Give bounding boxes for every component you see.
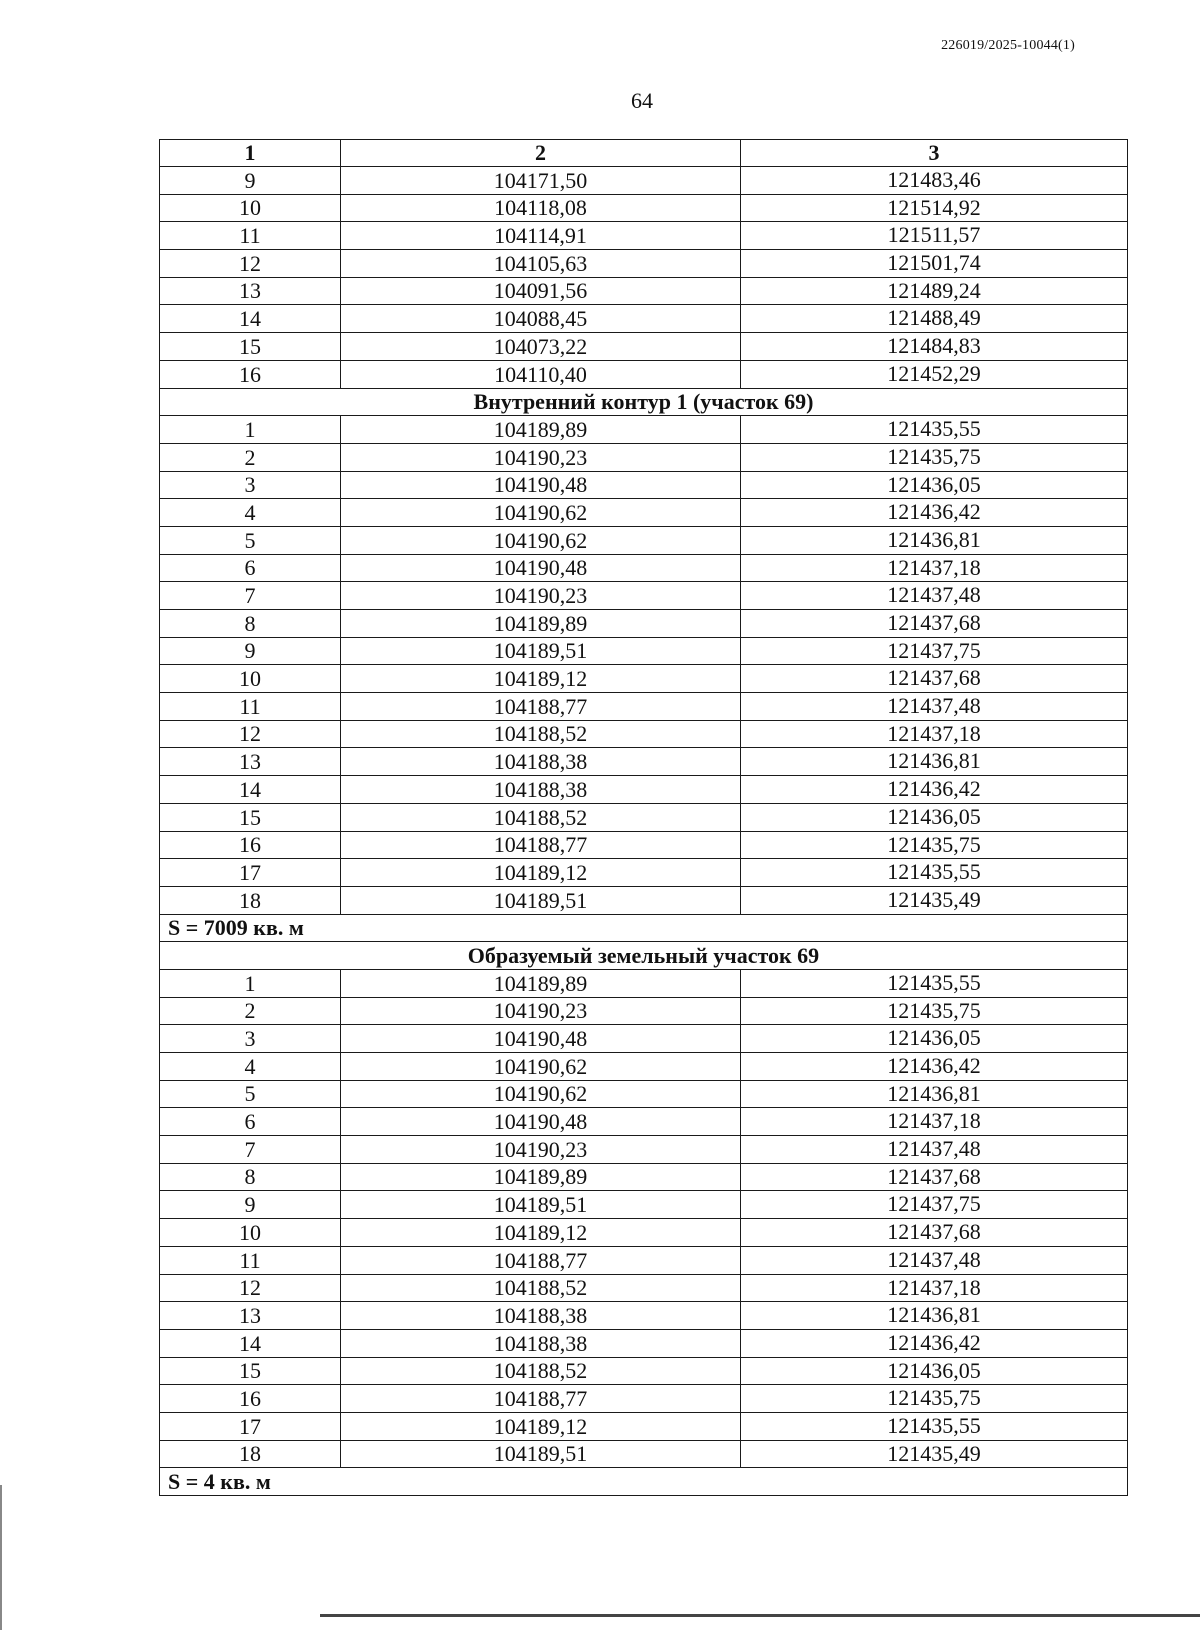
point-number-cell: 5 bbox=[160, 526, 341, 554]
section-title: Образуемый земельный участок 69 bbox=[160, 942, 1128, 970]
y-coordinate-cell: 121437,68 bbox=[741, 665, 1128, 693]
point-number-cell: 13 bbox=[160, 748, 341, 776]
table-row bbox=[160, 1440, 1128, 1468]
x-coordinate-cell: 104190,23 bbox=[341, 1136, 741, 1164]
point-number-cell: 11 bbox=[160, 693, 341, 721]
table-row bbox=[160, 1274, 1128, 1302]
point-number-cell: 10 bbox=[160, 665, 341, 693]
x-coordinate-cell: 104190,62 bbox=[341, 1053, 741, 1081]
y-coordinate-cell: 121514,92 bbox=[741, 194, 1128, 222]
table-row bbox=[160, 886, 1128, 914]
x-coordinate-cell: 104190,62 bbox=[341, 526, 741, 554]
point-number-cell: 3 bbox=[160, 471, 341, 499]
y-coordinate-cell: 121437,48 bbox=[741, 693, 1128, 721]
area-row bbox=[160, 914, 1128, 942]
x-coordinate-cell: 104189,89 bbox=[341, 1163, 741, 1191]
y-coordinate-cell: 121484,83 bbox=[741, 333, 1128, 361]
y-coordinate-cell: 121437,48 bbox=[741, 1246, 1128, 1274]
point-number-cell: 15 bbox=[160, 803, 341, 831]
x-coordinate-cell: 104189,51 bbox=[341, 1191, 741, 1219]
point-number-cell: 5 bbox=[160, 1080, 341, 1108]
table-row bbox=[160, 720, 1128, 748]
table-row bbox=[160, 637, 1128, 665]
y-coordinate-cell: 121435,75 bbox=[741, 831, 1128, 859]
y-coordinate-cell: 121436,42 bbox=[741, 776, 1128, 804]
y-coordinate-cell: 121436,42 bbox=[741, 1329, 1128, 1357]
x-coordinate-cell: 104188,77 bbox=[341, 831, 741, 859]
x-coordinate-cell: 104190,48 bbox=[341, 1108, 741, 1136]
point-number-cell: 1 bbox=[160, 969, 341, 997]
y-coordinate-cell: 121435,55 bbox=[741, 416, 1128, 444]
y-coordinate-cell: 121435,75 bbox=[741, 443, 1128, 471]
x-coordinate-cell: 104188,77 bbox=[341, 693, 741, 721]
point-number-cell: 14 bbox=[160, 1329, 341, 1357]
y-coordinate-cell: 121501,74 bbox=[741, 250, 1128, 278]
table-row bbox=[160, 1246, 1128, 1274]
y-coordinate-cell: 121435,55 bbox=[741, 1412, 1128, 1440]
table-row bbox=[160, 499, 1128, 527]
table-row bbox=[160, 1163, 1128, 1191]
y-coordinate-cell: 121435,75 bbox=[741, 997, 1128, 1025]
x-coordinate-cell: 104188,77 bbox=[341, 1385, 741, 1413]
x-coordinate-cell: 104188,52 bbox=[341, 1274, 741, 1302]
point-number-cell: 2 bbox=[160, 997, 341, 1025]
y-coordinate-cell: 121436,42 bbox=[741, 1053, 1128, 1081]
y-coordinate-cell: 121436,05 bbox=[741, 1357, 1128, 1385]
table-row bbox=[160, 443, 1128, 471]
page-number: 64 bbox=[631, 88, 653, 113]
x-coordinate-cell: 104188,38 bbox=[341, 776, 741, 804]
y-coordinate-cell: 121436,81 bbox=[741, 1302, 1128, 1330]
table-row bbox=[160, 305, 1128, 333]
table-row bbox=[160, 997, 1128, 1025]
point-number-cell: 4 bbox=[160, 499, 341, 527]
table-row bbox=[160, 1385, 1128, 1413]
y-coordinate-cell: 121452,29 bbox=[741, 360, 1128, 388]
y-coordinate-cell: 121437,48 bbox=[741, 1136, 1128, 1164]
table-row bbox=[160, 1357, 1128, 1385]
x-coordinate-cell: 104188,38 bbox=[341, 748, 741, 776]
table-row bbox=[160, 582, 1128, 610]
point-number-cell: 6 bbox=[160, 554, 341, 582]
y-coordinate-cell: 121437,48 bbox=[741, 582, 1128, 610]
y-coordinate-cell: 121437,18 bbox=[741, 720, 1128, 748]
point-number-cell: 18 bbox=[160, 886, 341, 914]
point-number-cell: 8 bbox=[160, 1163, 341, 1191]
y-coordinate-cell: 121435,75 bbox=[741, 1385, 1128, 1413]
y-coordinate-cell: 121435,49 bbox=[741, 886, 1128, 914]
table-row bbox=[160, 526, 1128, 554]
point-number-cell: 16 bbox=[160, 360, 341, 388]
point-number-cell: 10 bbox=[160, 194, 341, 222]
point-number-cell: 16 bbox=[160, 831, 341, 859]
table-row bbox=[160, 693, 1128, 721]
y-coordinate-cell: 121488,49 bbox=[741, 305, 1128, 333]
x-coordinate-cell: 104188,52 bbox=[341, 720, 741, 748]
y-coordinate-cell: 121436,05 bbox=[741, 803, 1128, 831]
x-coordinate-cell: 104189,12 bbox=[341, 665, 741, 693]
y-coordinate-cell: 121437,68 bbox=[741, 610, 1128, 638]
x-coordinate-cell: 104118,08 bbox=[341, 194, 741, 222]
point-number-cell: 11 bbox=[160, 1246, 341, 1274]
point-number-cell: 17 bbox=[160, 1412, 341, 1440]
y-coordinate-cell: 121437,68 bbox=[741, 1219, 1128, 1247]
table-header-row bbox=[160, 140, 1128, 167]
table-row bbox=[160, 776, 1128, 804]
table-row bbox=[160, 167, 1128, 195]
y-coordinate-cell: 121437,18 bbox=[741, 1274, 1128, 1302]
x-coordinate-cell: 104188,52 bbox=[341, 803, 741, 831]
table-row bbox=[160, 333, 1128, 361]
table-row bbox=[160, 859, 1128, 887]
table-row bbox=[160, 1053, 1128, 1081]
y-coordinate-cell: 121435,55 bbox=[741, 969, 1128, 997]
table-row bbox=[160, 222, 1128, 250]
point-number-cell: 15 bbox=[160, 1357, 341, 1385]
x-coordinate-cell: 104189,89 bbox=[341, 416, 741, 444]
point-number-cell: 13 bbox=[160, 1302, 341, 1330]
y-coordinate-cell: 121483,46 bbox=[741, 167, 1128, 195]
x-coordinate-cell: 104190,48 bbox=[341, 471, 741, 499]
point-number-cell: 18 bbox=[160, 1440, 341, 1468]
x-coordinate-cell: 104189,51 bbox=[341, 886, 741, 914]
x-coordinate-cell: 104171,50 bbox=[341, 167, 741, 195]
x-coordinate-cell: 104188,52 bbox=[341, 1357, 741, 1385]
x-coordinate-cell: 104189,12 bbox=[341, 859, 741, 887]
table-row bbox=[160, 1219, 1128, 1247]
x-coordinate-cell: 104189,12 bbox=[341, 1219, 741, 1247]
table-row bbox=[160, 1412, 1128, 1440]
header-cell-x: 2 bbox=[341, 140, 741, 167]
y-coordinate-cell: 121437,18 bbox=[741, 554, 1128, 582]
y-coordinate-cell: 121436,42 bbox=[741, 499, 1128, 527]
point-number-cell: 14 bbox=[160, 776, 341, 804]
point-number-cell: 15 bbox=[160, 333, 341, 361]
point-number-cell: 17 bbox=[160, 859, 341, 887]
x-coordinate-cell: 104189,12 bbox=[341, 1412, 741, 1440]
x-coordinate-cell: 104188,77 bbox=[341, 1246, 741, 1274]
y-coordinate-cell: 121437,75 bbox=[741, 637, 1128, 665]
x-coordinate-cell: 104088,45 bbox=[341, 305, 741, 333]
x-coordinate-cell: 104110,40 bbox=[341, 360, 741, 388]
table-row bbox=[160, 1136, 1128, 1164]
table-row bbox=[160, 416, 1128, 444]
x-coordinate-cell: 104190,48 bbox=[341, 554, 741, 582]
x-coordinate-cell: 104188,38 bbox=[341, 1329, 741, 1357]
x-coordinate-cell: 104190,23 bbox=[341, 443, 741, 471]
x-coordinate-cell: 104189,51 bbox=[341, 637, 741, 665]
y-coordinate-cell: 121511,57 bbox=[741, 222, 1128, 250]
x-coordinate-cell: 104188,38 bbox=[341, 1302, 741, 1330]
x-coordinate-cell: 104189,51 bbox=[341, 1440, 741, 1468]
point-number-cell: 16 bbox=[160, 1385, 341, 1413]
x-coordinate-cell: 104190,62 bbox=[341, 499, 741, 527]
x-coordinate-cell: 104190,23 bbox=[341, 997, 741, 1025]
point-number-cell: 13 bbox=[160, 277, 341, 305]
table-row bbox=[160, 1302, 1128, 1330]
table-row bbox=[160, 250, 1128, 278]
x-coordinate-cell: 104114,91 bbox=[341, 222, 741, 250]
section-title-row bbox=[160, 388, 1128, 416]
x-coordinate-cell: 104189,89 bbox=[341, 969, 741, 997]
point-number-cell: 9 bbox=[160, 637, 341, 665]
x-coordinate-cell: 104105,63 bbox=[341, 250, 741, 278]
y-coordinate-cell: 121436,05 bbox=[741, 1025, 1128, 1053]
y-coordinate-cell: 121437,75 bbox=[741, 1191, 1128, 1219]
y-coordinate-cell: 121489,24 bbox=[741, 277, 1128, 305]
section-title-row bbox=[160, 942, 1128, 970]
point-number-cell: 7 bbox=[160, 1136, 341, 1164]
table-row bbox=[160, 194, 1128, 222]
table-row bbox=[160, 1329, 1128, 1357]
point-number-cell: 8 bbox=[160, 610, 341, 638]
y-coordinate-cell: 121436,81 bbox=[741, 748, 1128, 776]
point-number-cell: 12 bbox=[160, 1274, 341, 1302]
point-number-cell: 1 bbox=[160, 416, 341, 444]
point-number-cell: 9 bbox=[160, 167, 341, 195]
coordinates-table bbox=[159, 139, 1128, 1496]
table-row bbox=[160, 831, 1128, 859]
x-coordinate-cell: 104091,56 bbox=[341, 277, 741, 305]
y-coordinate-cell: 121435,55 bbox=[741, 859, 1128, 887]
area-value: S = 4 кв. м bbox=[160, 1468, 1128, 1496]
x-coordinate-cell: 104190,48 bbox=[341, 1025, 741, 1053]
point-number-cell: 12 bbox=[160, 250, 341, 278]
scan-left-mark bbox=[0, 1485, 2, 1630]
header-cell-point: 1 bbox=[160, 140, 341, 167]
header-cell-y: 3 bbox=[741, 140, 1128, 167]
y-coordinate-cell: 121437,18 bbox=[741, 1108, 1128, 1136]
point-number-cell: 9 bbox=[160, 1191, 341, 1219]
coordinates-table-body bbox=[160, 140, 1128, 1496]
table-row bbox=[160, 748, 1128, 776]
point-number-cell: 10 bbox=[160, 1219, 341, 1247]
point-number-cell: 6 bbox=[160, 1108, 341, 1136]
point-number-cell: 3 bbox=[160, 1025, 341, 1053]
y-coordinate-cell: 121436,81 bbox=[741, 526, 1128, 554]
x-coordinate-cell: 104190,62 bbox=[341, 1080, 741, 1108]
table-row bbox=[160, 277, 1128, 305]
x-coordinate-cell: 104189,89 bbox=[341, 610, 741, 638]
table-row bbox=[160, 665, 1128, 693]
table-row bbox=[160, 610, 1128, 638]
x-coordinate-cell: 104073,22 bbox=[341, 333, 741, 361]
y-coordinate-cell: 121436,81 bbox=[741, 1080, 1128, 1108]
table-row bbox=[160, 1191, 1128, 1219]
document-id: 226019/2025-10044(1) bbox=[941, 38, 1075, 53]
y-coordinate-cell: 121437,68 bbox=[741, 1163, 1128, 1191]
point-number-cell: 11 bbox=[160, 222, 341, 250]
table-row bbox=[160, 1025, 1128, 1053]
section-title: Внутренний контур 1 (участок 69) bbox=[160, 388, 1128, 416]
area-value: S = 7009 кв. м bbox=[160, 914, 1128, 942]
scan-edge-line bbox=[320, 1614, 1200, 1617]
table-row bbox=[160, 554, 1128, 582]
point-number-cell: 4 bbox=[160, 1053, 341, 1081]
table-row bbox=[160, 969, 1128, 997]
point-number-cell: 2 bbox=[160, 443, 341, 471]
x-coordinate-cell: 104190,23 bbox=[341, 582, 741, 610]
point-number-cell: 14 bbox=[160, 305, 341, 333]
y-coordinate-cell: 121436,05 bbox=[741, 471, 1128, 499]
area-row bbox=[160, 1468, 1128, 1496]
table-row bbox=[160, 803, 1128, 831]
point-number-cell: 12 bbox=[160, 720, 341, 748]
point-number-cell: 7 bbox=[160, 582, 341, 610]
table-row bbox=[160, 1080, 1128, 1108]
table-row bbox=[160, 471, 1128, 499]
table-row bbox=[160, 1108, 1128, 1136]
y-coordinate-cell: 121435,49 bbox=[741, 1440, 1128, 1468]
table-row bbox=[160, 360, 1128, 388]
